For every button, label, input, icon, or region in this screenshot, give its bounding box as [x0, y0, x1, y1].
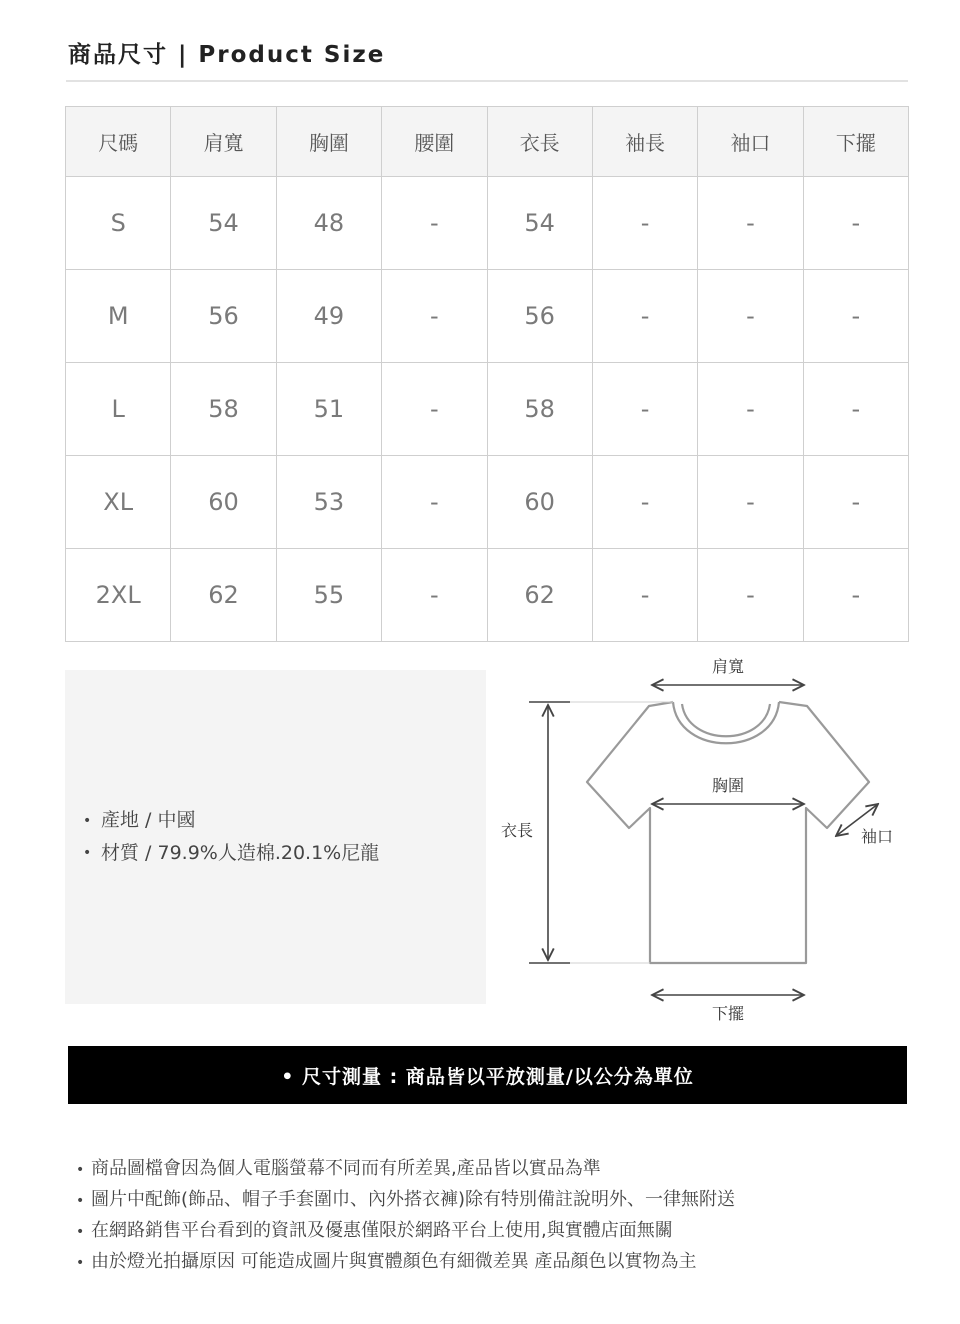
table-row [66, 270, 909, 363]
table-cell: - [592, 549, 697, 642]
bullet-icon: • [83, 845, 92, 861]
note-text: 由於燈光拍攝原因 可能造成圖片與實體顏色有細微差異 產品顏色以實物為主 [91, 1251, 697, 1272]
note-text: 商品圖檔會因為個人電腦螢幕不同而有所差異,產品皆以實品為準 [91, 1158, 601, 1179]
list-item [76, 1247, 735, 1278]
table-cell: - [803, 456, 908, 549]
table-cell: 54 [171, 177, 276, 270]
hem-label: 下擺 [711, 1004, 745, 1023]
bullet-icon: • [76, 1224, 85, 1240]
list-item [76, 1185, 735, 1216]
table-row [66, 363, 909, 456]
tshirt-outline [587, 702, 869, 963]
bullet-icon: • [76, 1162, 85, 1178]
table-cell: - [592, 363, 697, 456]
table-cell: L [66, 363, 171, 456]
header-length: 衣長 [487, 107, 592, 177]
chest-label: 胸圍 [711, 776, 745, 795]
header-size: 尺碼 [66, 107, 171, 177]
table-cell: 54 [487, 177, 592, 270]
table-row [66, 177, 909, 270]
table-cell: - [592, 270, 697, 363]
table-cell: 2XL [66, 549, 171, 642]
table-cell: 60 [171, 456, 276, 549]
page-title: 商品尺寸 | Product Size [68, 42, 386, 68]
size-table [65, 106, 909, 642]
origin-text: 產地 / 中國 [101, 809, 196, 831]
table-cell: - [382, 363, 487, 456]
note-text: 在網路銷售平台看到的資訊及優惠僅限於網路平台上使用,與實體店面無關 [91, 1220, 673, 1241]
cuff-label: 袖口 [860, 827, 894, 846]
guide-lines [529, 702, 673, 963]
table-cell: 48 [276, 177, 381, 270]
table-cell: - [803, 549, 908, 642]
list-item [83, 837, 379, 870]
bullet-icon: • [76, 1255, 85, 1271]
length-label: 衣長 [500, 821, 534, 840]
header-sleeve-length: 袖長 [592, 107, 697, 177]
table-cell: XL [66, 456, 171, 549]
table-cell: - [803, 177, 908, 270]
table-cell: 56 [487, 270, 592, 363]
table-cell: - [592, 177, 697, 270]
measurement-banner: • 尺寸測量 : 商品皆以平放測量/以公分為單位 [68, 1046, 907, 1104]
list-item [83, 804, 379, 837]
length-arrow [529, 702, 570, 963]
table-cell: 62 [171, 549, 276, 642]
header-shoulder: 肩寬 [171, 107, 276, 177]
table-cell: - [698, 177, 803, 270]
table-cell: - [698, 456, 803, 549]
header-chest: 胸圍 [276, 107, 381, 177]
header-cuff: 袖口 [698, 107, 803, 177]
bullet-icon: • [76, 1193, 85, 1209]
table-row [66, 549, 909, 642]
table-cell: 58 [487, 363, 592, 456]
table-cell: 53 [276, 456, 381, 549]
table-cell: - [803, 363, 908, 456]
list-item [76, 1154, 735, 1185]
table-cell: S [66, 177, 171, 270]
table-cell: - [382, 177, 487, 270]
table-cell: 62 [487, 549, 592, 642]
table-cell: 56 [171, 270, 276, 363]
table-cell: 58 [171, 363, 276, 456]
table-cell: M [66, 270, 171, 363]
product-info-box [65, 670, 486, 1004]
table-cell: 49 [276, 270, 381, 363]
table-cell: - [803, 270, 908, 363]
table-cell: - [592, 456, 697, 549]
header-hem: 下擺 [803, 107, 908, 177]
table-cell: 55 [276, 549, 381, 642]
table-cell: - [382, 456, 487, 549]
table-cell: - [698, 363, 803, 456]
table-cell: - [698, 270, 803, 363]
list-item [76, 1216, 735, 1247]
product-info-list [83, 804, 379, 869]
table-cell: - [382, 270, 487, 363]
material-text: 材質 / 79.9%人造棉.20.1%尼龍 [101, 841, 380, 864]
table-cell: - [698, 549, 803, 642]
notes-list [76, 1154, 735, 1278]
header-waist: 腰圍 [382, 107, 487, 177]
bullet-icon: • [83, 812, 92, 829]
table-cell: 51 [276, 363, 381, 456]
title-divider [66, 80, 908, 82]
table-header-row [66, 107, 909, 177]
tshirt-measurement-diagram [495, 650, 925, 1030]
table-cell: 60 [487, 456, 592, 549]
shoulder-label: 肩寬 [711, 657, 745, 676]
table-row [66, 456, 909, 549]
note-text: 圖片中配飾(飾品、帽子手套圍巾、內外搭衣褲)除有特別備註說明外、一律無附送 [91, 1189, 736, 1210]
table-cell: - [382, 549, 487, 642]
